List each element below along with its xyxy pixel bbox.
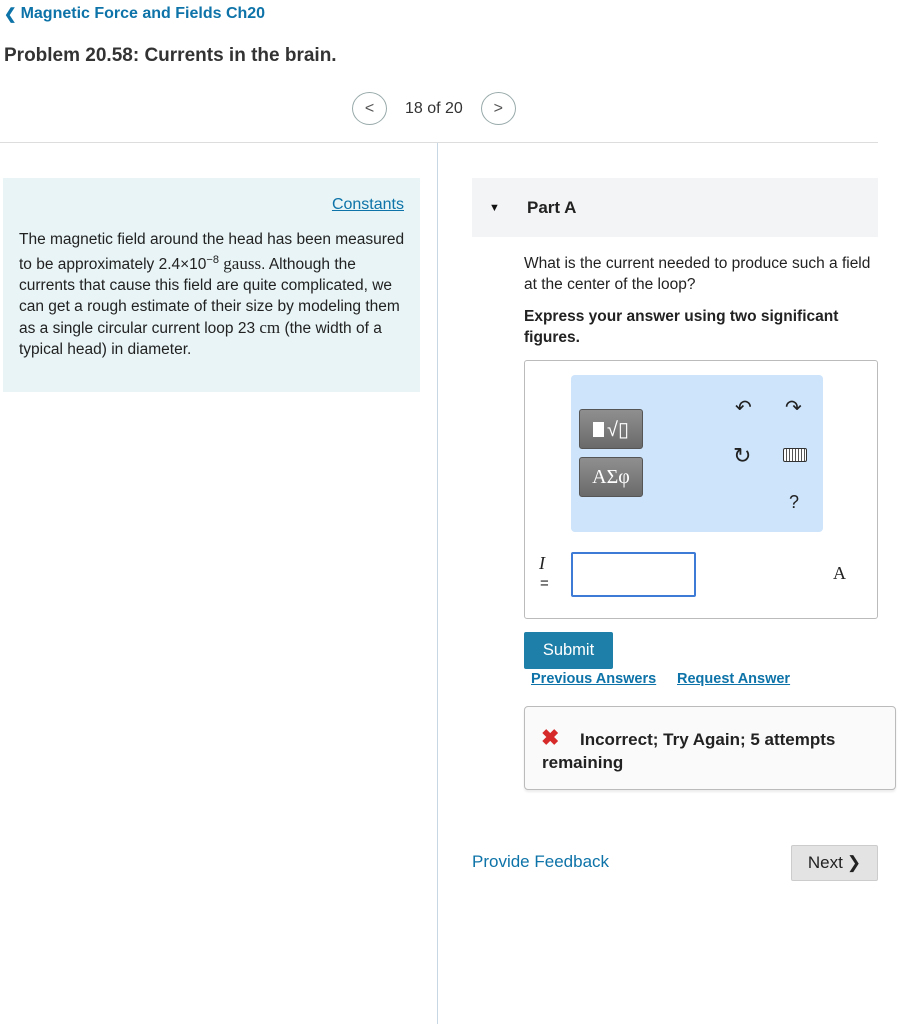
- submit-button[interactable]: Submit: [524, 632, 613, 669]
- reset-icon[interactable]: ↻: [733, 443, 752, 468]
- unit-gauss: gauss: [223, 254, 262, 274]
- chevron-left-icon: <: [364, 99, 375, 117]
- problem-statement: [19, 229, 409, 360]
- feedback-message: Incorrect; Try Again; 5 attempts remaining: [542, 730, 836, 772]
- next-problem-button[interactable]: [481, 92, 516, 125]
- math-template-icon: [593, 422, 604, 437]
- chevron-right-icon: ❯: [846, 853, 862, 872]
- keyboard-icon[interactable]: [783, 448, 807, 462]
- part-a-label: Part A: [527, 198, 577, 217]
- sqrt-glyph: √▯: [607, 418, 629, 441]
- greek-symbols-button[interactable]: ΑΣφ: [579, 457, 643, 497]
- redo-icon[interactable]: ↷: [785, 397, 802, 419]
- statement-text: The magnetic field around the head has been measured to be approximately 2.4×10: [19, 231, 405, 274]
- next-label: Next: [807, 853, 843, 872]
- problem-title: Problem 20.58: Currents in the brain.: [4, 45, 337, 66]
- answer-input[interactable]: [571, 552, 696, 597]
- undo-icon[interactable]: ↶: [735, 397, 752, 419]
- help-button[interactable]: ?: [789, 492, 800, 512]
- request-answer-link[interactable]: Request Answer: [677, 671, 791, 687]
- constants-link[interactable]: Constants: [331, 196, 404, 213]
- pager: [352, 92, 516, 125]
- back-to-assignment-link[interactable]: [4, 5, 265, 23]
- unit-cm: cm: [259, 318, 281, 338]
- divider: [0, 142, 878, 143]
- math-template-button[interactable]: [579, 409, 643, 449]
- pager-count: 18 of 20: [405, 99, 463, 117]
- next-button[interactable]: [791, 845, 878, 881]
- answer-box: [524, 360, 878, 619]
- instruction-text: Express your answer using two significant figures.: [524, 308, 839, 346]
- statement-text: (the width of a typical head) in diameter.: [19, 320, 382, 359]
- answer-unit: A: [833, 563, 846, 583]
- feedback-message-box: [524, 706, 896, 790]
- statement-text: . Although the currents that cause this field are quite complicated, we can get a rough estimate of their size by modeling them as a single circular current loop 23: [19, 256, 400, 338]
- column-divider: [437, 143, 438, 1024]
- math-toolbar: [571, 375, 823, 532]
- previous-problem-button[interactable]: [352, 92, 387, 125]
- answer-variable: I: [539, 553, 545, 573]
- x-icon: ✖: [541, 725, 560, 750]
- collapse-triangle-icon: ▼: [489, 202, 500, 214]
- previous-answers-link[interactable]: Previous Answers: [531, 671, 657, 687]
- equals-sign: =: [540, 575, 549, 592]
- problem-info-panel: [3, 178, 420, 392]
- provide-feedback-link[interactable]: Provide Feedback: [472, 852, 610, 871]
- exponent: −8: [206, 254, 219, 266]
- chevron-right-icon: >: [493, 99, 503, 117]
- chevron-left-icon: ❮: [4, 6, 17, 23]
- question-text: What is the current needed to produce such a field at the center of the loop?: [524, 255, 871, 293]
- part-a-header[interactable]: [472, 178, 878, 237]
- back-link-label: Magnetic Force and Fields Ch20: [20, 5, 266, 22]
